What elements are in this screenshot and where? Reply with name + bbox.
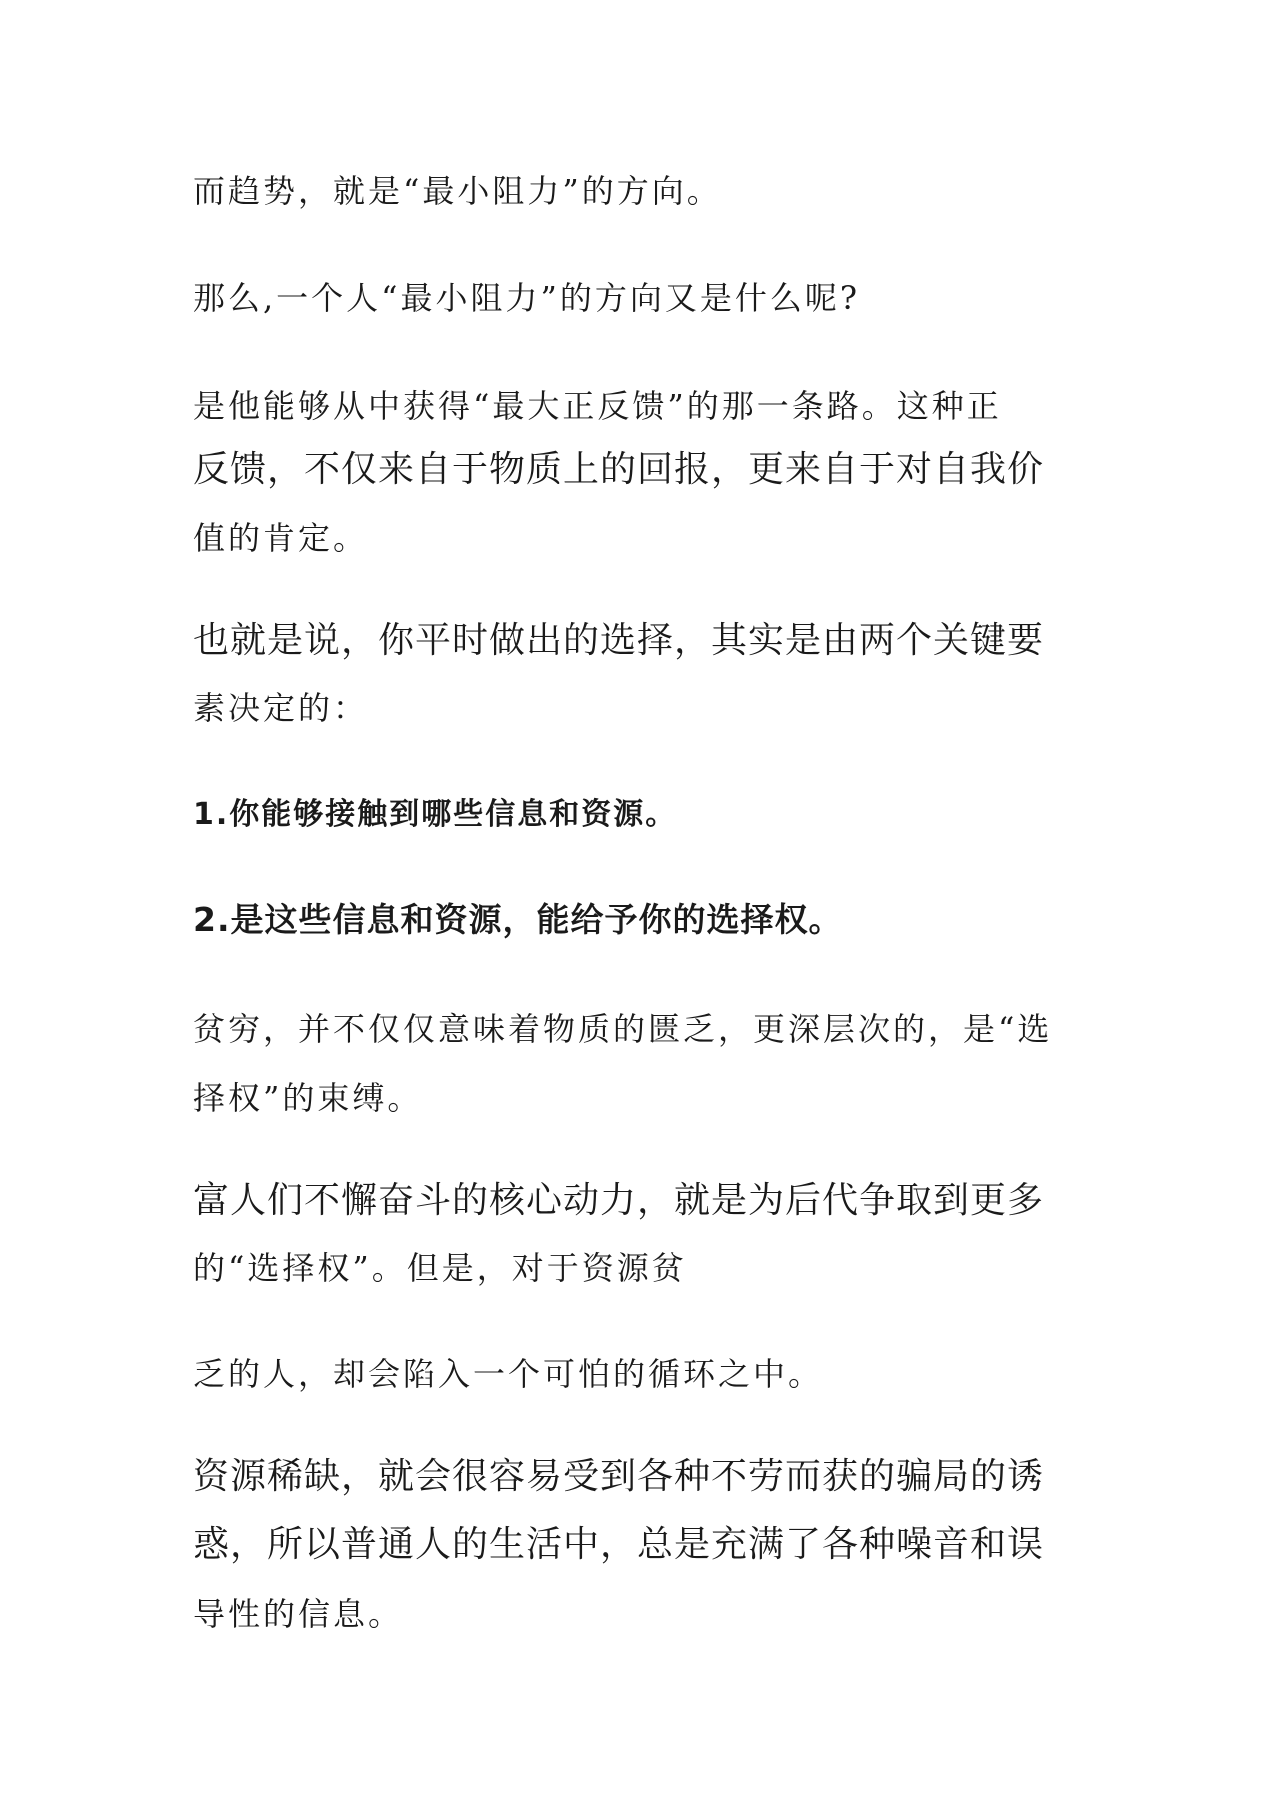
- key-point-1: 1.你能够接触到哪些信息和资源。: [193, 797, 678, 832]
- paragraph-1-line-1: 而趋势，就是“最小阻力”的方向。: [193, 172, 722, 210]
- paragraph-4-line-1: 也就是说，你平时做出的选择，其实是由两个关键要: [193, 620, 1045, 661]
- paragraph-10-line-2: 惑，所以普通人的生活中，总是充满了各种噪音和误: [193, 1524, 1045, 1565]
- paragraph-9-line-1: 乏的人，却会陷入一个可怕的循环之中。: [193, 1355, 824, 1393]
- key-point-2: 2.是这些信息和资源，能给予你的选择权。: [193, 900, 843, 939]
- paragraph-10-line-1: 资源稀缺，就会很容易受到各种不劳而获的骗局的诱: [193, 1456, 1045, 1497]
- paragraph-3-line-1: 是他能够从中获得“最大正反馈”的那一条路。这种正: [193, 387, 1002, 425]
- paragraph-3-line-2: 反馈，不仅来自于物质上的回报，更来自于对自我价: [193, 449, 1045, 490]
- paragraph-7-line-1: 贫穷，并不仅仅意味着物质的匮乏，更深层次的，是“选: [193, 1010, 1053, 1048]
- paragraph-2-line-1: 那么,一个人“最小阻力”的方向又是什么呢?: [193, 279, 861, 317]
- paragraph-4-line-2: 素决定的：: [193, 689, 369, 727]
- paragraph-7-line-2: 择权”的束缚。: [193, 1079, 423, 1117]
- paragraph-3-line-3: 值的肯定。: [193, 519, 369, 557]
- paragraph-10-line-3: 导性的信息。: [193, 1595, 404, 1633]
- paragraph-8-line-2: 的“选择权”。但是，对于资源贫: [193, 1249, 687, 1287]
- paragraph-8-line-1: 富人们不懈奋斗的核心动力，就是为后代争取到更多: [193, 1180, 1045, 1221]
